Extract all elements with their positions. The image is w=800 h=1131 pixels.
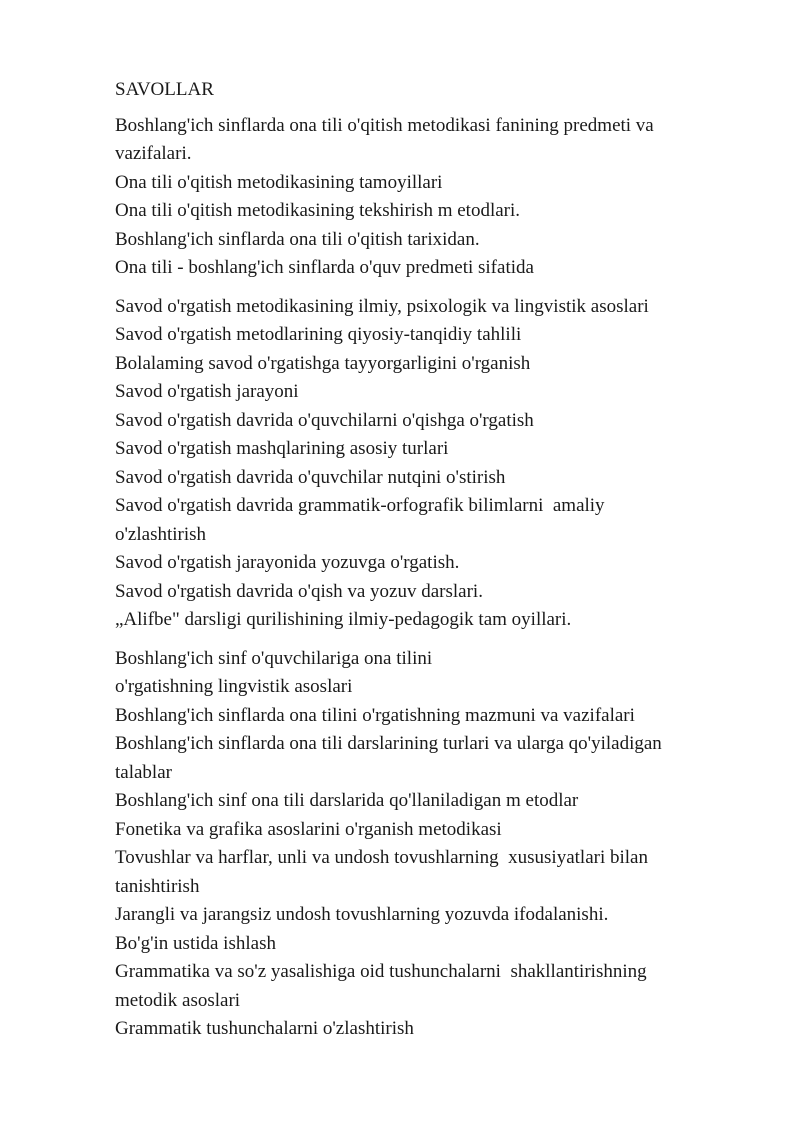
- question-item: [115, 226, 755, 255]
- question-item: [115, 958, 755, 1015]
- question-text-line: Ona tili - boshlang'ich sinflarda o'quv predmeti sifatida: [115, 257, 534, 278]
- question-text-line: Grammatika va so'z yasalishiga oid tushunchalarni shakllantirishning: [115, 961, 647, 982]
- question-item: [115, 1015, 755, 1044]
- question-text-line: talablar: [115, 761, 172, 783]
- question-item: [115, 549, 755, 578]
- question-text-line: Boshlang'ich sinflarda ona tili darslarining turlari va ularga qo'yiladigan: [115, 733, 662, 754]
- question-text-line: Savod o'rgatish metodlarining qiyosiy-tanqidiy tahlili: [115, 324, 522, 345]
- question-section: [115, 293, 755, 635]
- question-text-line: Boshlang'ich sinflarda ona tili o'qitish tarixidan.: [115, 228, 480, 250]
- question-text-line: Ona tili o'qitish metodikasining tekshirish m etodlari.: [115, 200, 521, 221]
- question-section: [115, 112, 755, 283]
- question-item: [115, 730, 755, 787]
- question-text-line: Savod o'rgatish davrida grammatik-orfografik bilimlarni amaliy: [115, 495, 605, 516]
- question-text-line: o'rgatishning lingvistik asoslari: [115, 676, 353, 697]
- question-item: [115, 169, 755, 198]
- question-text-line: Boshlang'ich sinf o'quvchilariga ona tilini: [115, 647, 433, 669]
- question-item: [115, 844, 755, 901]
- question-text-line: Savod o'rgatish davrida o'qish va yozuv darslari.: [115, 580, 483, 602]
- question-text-line: „Alifbe" darsligi qurilishining ilmiy-pedagogik tam oyillari.: [115, 609, 572, 630]
- question-text-line: Boshlang'ich sinflarda ona tili o'qitish metodikasi fanining predmeti va: [115, 114, 654, 136]
- question-item: [115, 787, 755, 816]
- question-text-line: Bolalaming savod o'rgatishga tayyorgarligini o'rganish: [115, 352, 531, 374]
- question-item: [115, 435, 755, 464]
- question-text-line: Ona tili o'qitish metodikasining tamoyillari: [115, 171, 443, 193]
- question-text-line: Savod o'rgatish jarayoni: [115, 381, 299, 402]
- question-text-line: Savod o'rgatish davrida o'quvchilar nutqini o'stirish: [115, 466, 506, 488]
- question-section: [115, 645, 755, 1044]
- question-item: [115, 816, 755, 845]
- question-item: [115, 492, 755, 549]
- question-text-line: Tovushlar va harflar, unli va undosh tovushlarning xususiyatlari bilan: [115, 847, 648, 868]
- question-item: [115, 645, 755, 702]
- question-item: [115, 378, 755, 407]
- question-text-line: Bo'g'in ustida ishlash: [115, 932, 276, 954]
- question-item: [115, 293, 755, 322]
- question-text-line: Savod o'rgatish jarayonida yozuvga o'rgatish.: [115, 552, 460, 573]
- question-text-line: o'zlashtirish: [115, 523, 207, 545]
- question-item: [115, 578, 755, 607]
- question-item: [115, 930, 755, 959]
- question-text-line: vazifalari.: [115, 143, 192, 164]
- question-item: [115, 464, 755, 493]
- question-item: [115, 407, 755, 436]
- question-text-line: Boshlang'ich sinf ona tili darslarida qo'llaniladigan m etodlar: [115, 790, 579, 811]
- question-item: [115, 254, 755, 283]
- question-item: [115, 901, 755, 930]
- question-item: [115, 350, 755, 379]
- document-page: [115, 76, 755, 1054]
- question-item: [115, 606, 755, 635]
- question-text-line: Savod o'rgatish metodikasining ilmiy, psixologik va lingvistik asoslari: [115, 295, 649, 317]
- question-text-line: Savod o'rgatish mashqlarining asosiy turlari: [115, 438, 449, 459]
- question-item: [115, 321, 755, 350]
- question-text-line: Jarangli va jarangsiz undosh tovushlarning yozuvda ifodalanishi.: [115, 904, 609, 925]
- question-text-line: metodik asoslari: [115, 989, 241, 1011]
- question-text-line: Grammatik tushunchalarni o'zlashtirish: [115, 1018, 414, 1039]
- question-sections: [115, 112, 755, 1044]
- question-text-line: tanishtirish: [115, 875, 200, 897]
- question-text-line: Fonetika va grafika asoslarini o'rganish metodikasi: [115, 818, 502, 840]
- question-text-line: Savod o'rgatish davrida o'quvchilarni o'qishga o'rgatish: [115, 409, 534, 431]
- question-item: [115, 702, 755, 731]
- question-text-line: Boshlang'ich sinflarda ona tilini o'rgatishning mazmuni va vazifalari: [115, 704, 635, 726]
- question-item: [115, 112, 755, 169]
- document-title: SAVOLLAR: [115, 79, 214, 100]
- question-item: [115, 197, 755, 226]
